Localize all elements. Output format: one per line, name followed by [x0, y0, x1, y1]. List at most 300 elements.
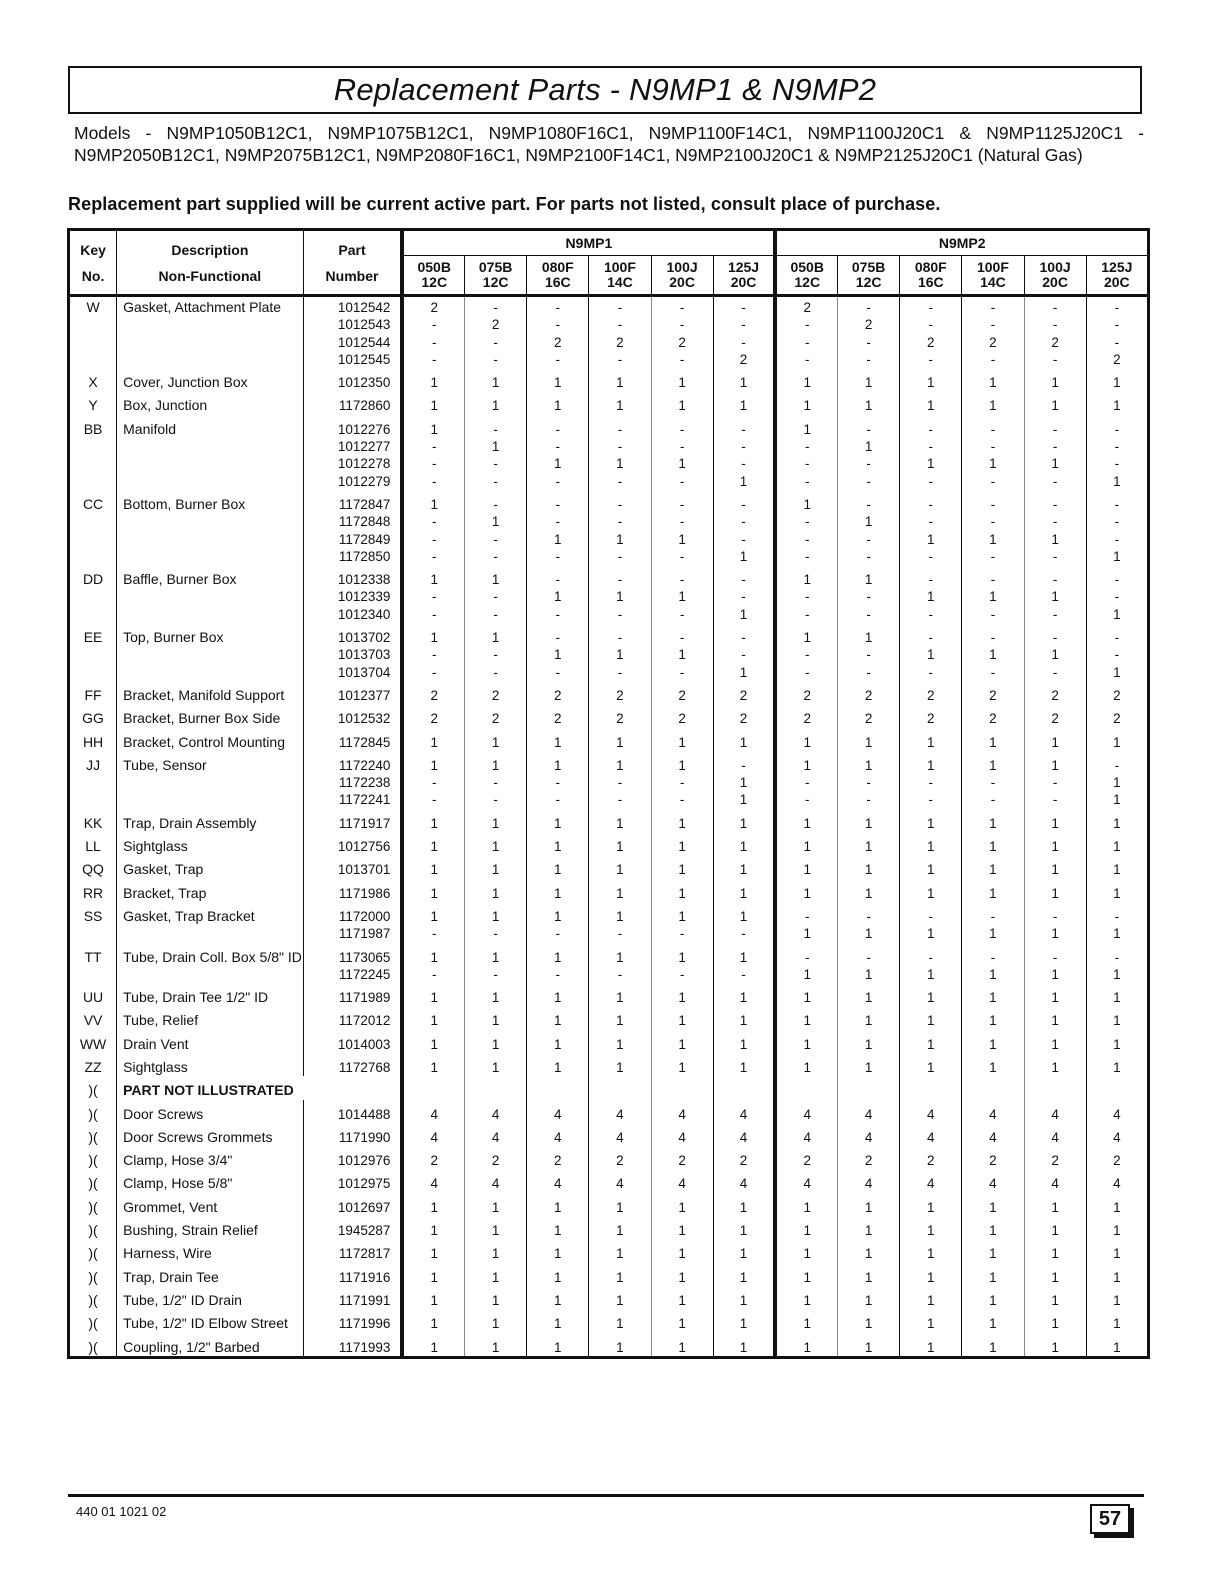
quantity-value: 1 — [491, 1013, 500, 1029]
quantity-value: - — [431, 792, 437, 808]
quantity-value: 1 — [678, 949, 686, 965]
quantity-cell — [465, 728, 527, 751]
quantity-value: - — [617, 775, 623, 791]
quantity-cell — [838, 1333, 900, 1358]
quantity-value: - — [679, 439, 685, 455]
quantity-value: 2 — [803, 711, 811, 727]
part-number — [303, 1169, 402, 1192]
quantity-cell — [713, 1309, 775, 1332]
quantity-value: 1 — [554, 1223, 562, 1239]
quantity-value: - — [866, 351, 871, 367]
quantity-value: - — [493, 473, 498, 489]
quantity-value: 1 — [678, 456, 686, 472]
table-row — [69, 751, 1149, 809]
quantity-cell — [1024, 1333, 1086, 1358]
quantity-value: 1 — [927, 1339, 935, 1355]
key-no — [69, 1216, 117, 1239]
quantity-value: - — [1052, 317, 1058, 333]
quantity-value: 1 — [927, 1246, 935, 1262]
quantity-value: 2 — [616, 1153, 624, 1169]
quantity-value: - — [431, 473, 437, 489]
header-group-n9mp2: N9MP2 — [775, 230, 1148, 256]
quantity-value: 1 — [803, 1339, 811, 1355]
quantity-value: 1 — [927, 531, 935, 547]
quantity-value: 1 — [554, 885, 562, 901]
quantity-value: 1 — [1113, 990, 1121, 1006]
quantity-value: 1 — [803, 1269, 811, 1285]
quantity-value: 1 — [989, 966, 997, 982]
key-no-text: )( — [88, 1338, 98, 1355]
quantity-value: 1 — [678, 1199, 686, 1215]
part-number — [303, 704, 402, 727]
quantity-value: 2 — [739, 351, 748, 367]
quantity-value: 1 — [989, 734, 997, 750]
header-part-number — [303, 230, 402, 296]
quantity-cell — [713, 368, 775, 391]
quantity-value: 2 — [554, 1153, 562, 1169]
quantity-cell — [527, 728, 589, 751]
quantity-value: - — [741, 630, 746, 646]
quantity-value: - — [555, 300, 561, 315]
quantity-cell — [838, 751, 900, 809]
table-row — [69, 1239, 1149, 1262]
quantity-value: 1 — [803, 757, 811, 773]
quantity-value: - — [555, 548, 561, 564]
quantity-cell — [465, 391, 527, 414]
quantity-value: 1 — [554, 1013, 562, 1029]
quantity-value: 1 — [1051, 647, 1059, 663]
quantity-cell — [589, 1286, 651, 1309]
size-suffix: 14C — [980, 274, 1006, 290]
quantity-value: 1 — [864, 1036, 873, 1052]
quantity-cell — [713, 832, 775, 855]
quantity-cell — [651, 832, 713, 855]
quantity-cell — [775, 983, 837, 1006]
quantity-cell — [775, 623, 837, 681]
part-description — [117, 943, 304, 984]
quantity-value: - — [741, 456, 746, 472]
key-no-text: FF — [84, 686, 102, 703]
quantity-value: 4 — [989, 1106, 997, 1122]
quantity-value: - — [493, 548, 498, 564]
quantity-cell — [1086, 1169, 1148, 1192]
quantity-value: - — [804, 456, 810, 472]
quantity-value: 1 — [1051, 456, 1059, 472]
quantity-value: - — [555, 966, 561, 982]
quantity-value: 2 — [989, 711, 997, 727]
quantity-cell — [402, 1123, 464, 1146]
quantity-cell — [900, 1100, 962, 1123]
header-key-no — [69, 230, 117, 296]
quantity-cell — [651, 565, 713, 623]
key-no — [69, 1239, 117, 1262]
quantity-value: 4 — [927, 1176, 935, 1192]
quantity-value: 1 — [554, 949, 562, 965]
quantity-cell — [589, 879, 651, 902]
quantity-value: - — [1052, 300, 1058, 315]
quantity-value: - — [866, 548, 871, 564]
quantity-value: 2 — [554, 687, 562, 703]
quantity-value: - — [555, 421, 561, 437]
quantity-value: 2 — [678, 687, 686, 703]
quantity-value: 1 — [864, 1316, 873, 1332]
part-description — [117, 296, 304, 369]
quantity-cell — [527, 704, 589, 727]
quantity-value: - — [617, 792, 623, 808]
quantity-value: - — [679, 606, 685, 622]
part-description-text: Bottom, Burner Box — [123, 495, 246, 512]
quantity-value: - — [617, 966, 623, 982]
part-number-text: 1171993 — [338, 1339, 391, 1355]
quantity-cell — [713, 1006, 775, 1029]
table-row — [69, 1169, 1149, 1192]
quantity-cell — [838, 1100, 900, 1123]
table-row — [69, 943, 1149, 984]
quantity-cell — [962, 1006, 1024, 1029]
quantity-value: 4 — [803, 1129, 811, 1145]
key-no — [69, 1169, 117, 1192]
quantity-cell — [713, 751, 775, 809]
part-number — [303, 1006, 402, 1029]
table-row — [69, 902, 1149, 943]
quantity-value: - — [741, 317, 746, 333]
quantity-cell — [900, 1053, 962, 1076]
quantity-value: 1 — [491, 1269, 500, 1285]
quantity-cell — [1024, 1286, 1086, 1309]
quantity-cell — [962, 565, 1024, 623]
quantity-value: - — [804, 664, 810, 680]
quantity-cell — [962, 368, 1024, 391]
quantity-value: 1 — [739, 1316, 748, 1332]
quantity-cell — [838, 681, 900, 704]
part-number — [303, 728, 402, 751]
quantity-value: 1 — [616, 990, 624, 1006]
quantity-value: 1 — [739, 839, 748, 855]
quantity-value: 1 — [678, 1013, 686, 1029]
quantity-value: 1 — [1051, 1316, 1059, 1332]
quantity-value: 1 — [739, 473, 748, 489]
quantity-value: 1 — [678, 1269, 686, 1285]
part-number-text: 1171917 — [338, 815, 391, 831]
quantity-cell — [962, 1286, 1024, 1309]
quantity-value: 1 — [739, 375, 748, 391]
key-no-text: ZZ — [84, 1058, 102, 1075]
header-description — [117, 230, 304, 296]
quantity-value: - — [990, 572, 996, 588]
quantity-cell — [838, 1169, 900, 1192]
part-description — [117, 728, 304, 751]
quantity-value: 1 — [864, 966, 873, 982]
quantity-value: - — [990, 496, 996, 512]
quantity-cell — [775, 1193, 837, 1216]
quantity-value: 1 — [864, 439, 873, 455]
quantity-cell — [402, 1169, 464, 1192]
quantity-value: - — [741, 926, 746, 942]
quantity-cell — [651, 1030, 713, 1053]
quantity-value: - — [493, 300, 498, 315]
part-description — [117, 1123, 304, 1146]
quantity-value: 1 — [616, 1246, 624, 1262]
quantity-cell — [775, 415, 837, 490]
key-no-text: )( — [88, 1268, 98, 1285]
quantity-value: 1 — [927, 966, 935, 982]
quantity-value: - — [1114, 572, 1120, 588]
quantity-value: - — [431, 317, 437, 333]
quantity-value: 2 — [864, 687, 873, 703]
size-suffix: 12C — [421, 274, 448, 290]
size-code: 050B — [417, 259, 451, 275]
quantity-value: - — [1052, 908, 1058, 924]
quantity-value: - — [431, 439, 437, 455]
part-description — [117, 565, 304, 623]
quantity-cell — [651, 983, 713, 1006]
quantity-cell — [1086, 1053, 1148, 1076]
part-number — [303, 1123, 402, 1146]
quantity-value: 1 — [430, 1013, 438, 1029]
header-size-n9mp1-050b — [402, 256, 464, 296]
quantity-cell — [900, 879, 962, 902]
quantity-value: 2 — [803, 300, 811, 315]
quantity-value: 1 — [1113, 1223, 1121, 1239]
quantity-value: 1 — [616, 1059, 624, 1075]
quantity-value: 1 — [803, 1036, 811, 1052]
quantity-value: 1 — [1051, 862, 1059, 878]
quantity-value: 1 — [1113, 1269, 1121, 1285]
quantity-value: 1 — [430, 1292, 438, 1308]
quantity-value: - — [431, 531, 437, 547]
size-suffix: 20C — [1042, 274, 1068, 290]
quantity-value: - — [493, 589, 498, 605]
quantity-cell — [651, 1263, 713, 1286]
quantity-cell — [1086, 391, 1148, 414]
header-key-line1: Key — [80, 241, 106, 258]
quantity-cell — [465, 1076, 527, 1099]
quantity-cell — [775, 1263, 837, 1286]
quantity-value: - — [431, 334, 437, 350]
quantity-cell — [402, 983, 464, 1006]
quantity-value: 1 — [864, 398, 873, 414]
quantity-value: 1 — [1051, 966, 1059, 982]
quantity-value: 4 — [678, 1106, 686, 1122]
quantity-cell — [589, 1169, 651, 1192]
quantity-value: 2 — [616, 687, 624, 703]
quantity-value: 1 — [739, 548, 748, 564]
quantity-value: 1 — [1113, 1246, 1121, 1262]
key-no — [69, 391, 117, 414]
quantity-value: - — [866, 775, 871, 791]
key-no-text: )( — [88, 1315, 98, 1332]
quantity-value: - — [804, 473, 810, 489]
quantity-value: - — [617, 351, 623, 367]
quantity-value: 1 — [864, 839, 873, 855]
quantity-value: - — [990, 317, 996, 333]
quantity-cell — [962, 983, 1024, 1006]
quantity-cell — [465, 1030, 527, 1053]
quantity-cell — [1086, 1216, 1148, 1239]
quantity-cell — [1024, 1216, 1086, 1239]
part-description — [117, 1216, 304, 1239]
quantity-value: - — [866, 334, 871, 350]
quantity-value: 1 — [989, 885, 997, 901]
size-suffix: 12C — [482, 274, 509, 290]
header-part-line1: Part — [338, 241, 366, 258]
quantity-value: 1 — [1051, 1246, 1059, 1262]
quantity-value: 4 — [491, 1129, 500, 1145]
quantity-cell — [962, 728, 1024, 751]
key-no — [69, 728, 117, 751]
quantity-value: 1 — [678, 589, 686, 605]
quantity-cell — [402, 855, 464, 878]
quantity-value: 1 — [491, 439, 500, 455]
quantity-cell — [465, 623, 527, 681]
quantity-value: - — [866, 949, 871, 965]
size-suffix: 20C — [730, 274, 757, 290]
quantity-value: 1 — [491, 1316, 500, 1332]
part-number-text: 1172240 — [338, 757, 391, 773]
quantity-cell — [651, 1123, 713, 1146]
quantity-cell — [589, 490, 651, 565]
quantity-value: 1 — [927, 647, 935, 663]
quantity-cell — [527, 902, 589, 943]
quantity-value: - — [555, 514, 561, 530]
quantity-value: 1 — [927, 1316, 935, 1332]
quantity-value: - — [679, 514, 685, 530]
quantity-value: - — [493, 647, 498, 663]
quantity-cell — [838, 623, 900, 681]
quantity-cell — [713, 704, 775, 727]
part-description — [117, 1100, 304, 1123]
quantity-value: 1 — [616, 375, 624, 391]
part-description — [117, 832, 304, 855]
quantity-value: 1 — [430, 496, 438, 512]
part-description — [117, 1076, 304, 1099]
quantity-cell — [775, 1076, 837, 1099]
quantity-value: 1 — [1051, 589, 1059, 605]
size-code: 080F — [914, 259, 947, 275]
quantity-value: - — [617, 514, 623, 530]
part-number — [303, 368, 402, 391]
quantity-cell — [465, 681, 527, 704]
part-description-text: Door Screws Grommets — [123, 1128, 273, 1145]
quantity-cell — [1024, 809, 1086, 832]
quantity-value: - — [493, 456, 498, 472]
quantity-value: 4 — [739, 1129, 748, 1145]
quantity-value: 1 — [1051, 531, 1059, 547]
quantity-value: 1 — [554, 589, 562, 605]
quantity-value: 1 — [1051, 757, 1059, 773]
quantity-value: - — [741, 439, 746, 455]
quantity-cell — [589, 1309, 651, 1332]
part-number-text: 1012278 — [337, 456, 391, 472]
quantity-value: - — [866, 496, 871, 512]
quantity-cell — [1086, 296, 1148, 369]
table-row — [69, 1123, 1149, 1146]
quantity-cell — [465, 368, 527, 391]
quantity-value: 1 — [803, 1199, 811, 1215]
key-no-text: )( — [88, 1222, 98, 1239]
quantity-cell — [589, 681, 651, 704]
quantity-cell — [465, 1100, 527, 1123]
quantity-value: 1 — [927, 862, 935, 878]
quantity-cell — [1086, 415, 1148, 490]
key-no-text: )( — [88, 1291, 98, 1308]
quantity-value: - — [555, 926, 561, 942]
quantity-value: 2 — [1051, 711, 1059, 727]
quantity-cell — [465, 565, 527, 623]
quantity-value: 1 — [927, 815, 935, 831]
quantity-cell — [962, 902, 1024, 943]
quantity-value: 1 — [803, 630, 811, 646]
quantity-value: 1 — [989, 1269, 997, 1285]
quantity-value: 2 — [989, 1153, 997, 1169]
part-number — [303, 832, 402, 855]
quantity-cell — [465, 751, 527, 809]
quantity-cell — [713, 1053, 775, 1076]
quantity-value: - — [1114, 949, 1120, 965]
quantity-value: - — [493, 775, 498, 791]
quantity-cell — [713, 809, 775, 832]
quantity-value: 1 — [1051, 734, 1059, 750]
quantity-cell — [1024, 704, 1086, 727]
part-number-text: 1171996 — [338, 1316, 391, 1332]
part-number — [303, 1100, 402, 1123]
header-size-n9mp2-100f — [962, 256, 1024, 296]
table-row — [69, 832, 1149, 855]
quantity-value: 1 — [554, 375, 562, 391]
quantity-value: 1 — [927, 1292, 935, 1308]
part-description — [117, 1333, 304, 1358]
quantity-value: 4 — [491, 1106, 500, 1122]
quantity-cell — [651, 1146, 713, 1169]
quantity-value: 1 — [554, 1199, 562, 1215]
part-number-text: 1013701 — [337, 862, 391, 878]
quantity-cell — [775, 565, 837, 623]
quantity-cell — [527, 1333, 589, 1358]
quantity-value: 2 — [616, 334, 624, 350]
table-row — [69, 296, 1149, 369]
quantity-value: - — [990, 775, 996, 791]
quantity-cell — [465, 902, 527, 943]
quantity-cell — [713, 1193, 775, 1216]
key-no-text: )( — [88, 1198, 98, 1215]
quantity-value: 1 — [927, 1059, 935, 1075]
quantity-cell — [402, 879, 464, 902]
quantity-cell — [962, 832, 1024, 855]
part-number-text: 1171916 — [338, 1269, 391, 1285]
quantity-value: - — [866, 456, 871, 472]
quantity-cell — [900, 681, 962, 704]
part-description — [117, 704, 304, 727]
quantity-value: 1 — [616, 589, 624, 605]
quantity-cell — [900, 943, 962, 984]
quantity-value: - — [928, 949, 934, 965]
quantity-cell — [589, 728, 651, 751]
quantity-value: 1 — [678, 990, 686, 1006]
quantity-cell — [651, 368, 713, 391]
key-no-text: )( — [88, 1105, 98, 1122]
quantity-value: 1 — [1051, 398, 1059, 414]
quantity-value: - — [990, 514, 996, 530]
quantity-cell — [1024, 368, 1086, 391]
models-label: Models — [74, 123, 131, 143]
quantity-cell — [900, 832, 962, 855]
quantity-value: 1 — [491, 757, 500, 773]
quantity-value: 1 — [491, 572, 500, 588]
quantity-value: 1 — [616, 949, 624, 965]
quantity-value: 1 — [678, 398, 686, 414]
quantity-value: - — [990, 664, 996, 680]
part-description — [117, 681, 304, 704]
